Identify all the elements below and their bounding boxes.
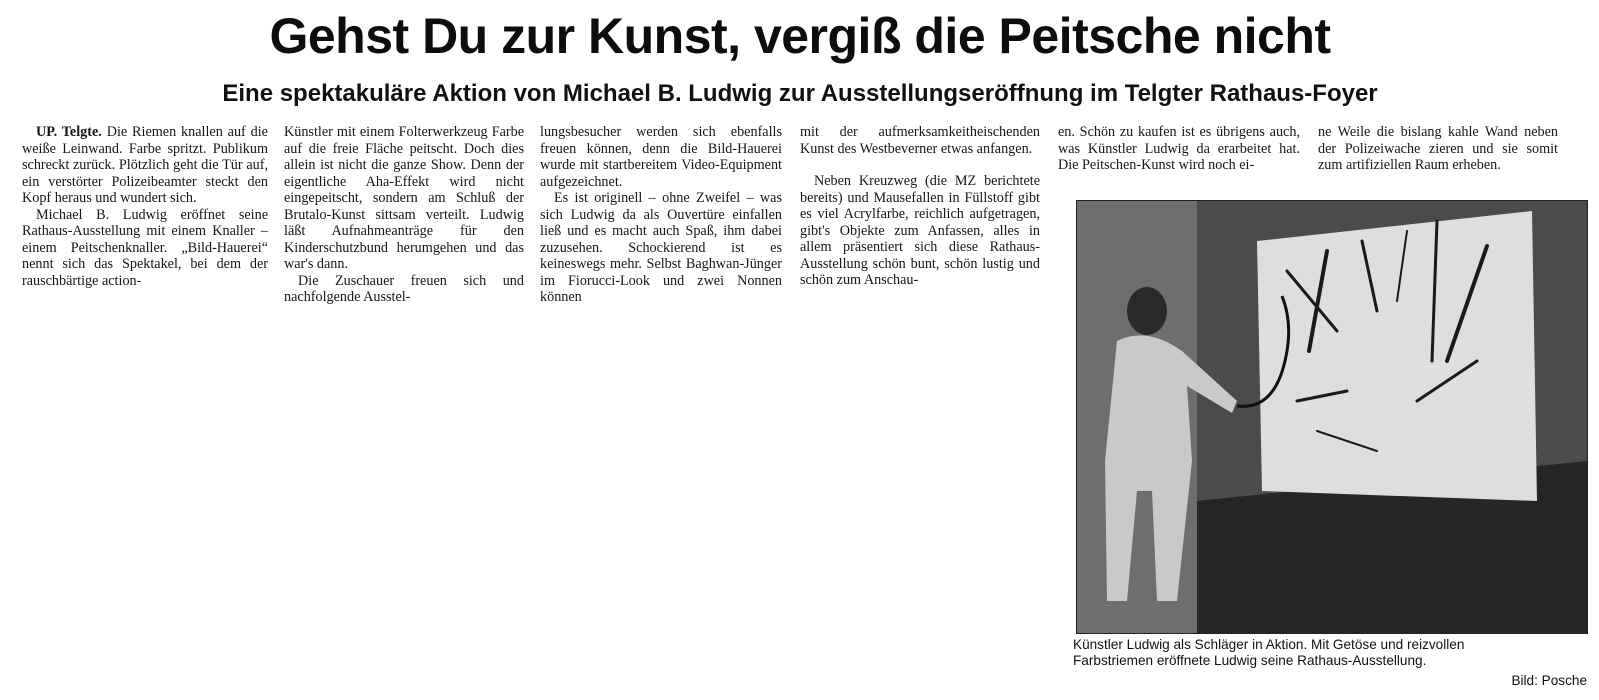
article-column-2: [284, 124, 524, 306]
article-column-6: [1318, 124, 1558, 174]
paragraph: lungsbesucher werden sich ebenfalls freuen können, denn die Bild-Hauerei wurde mit startbereitem Video-Equipment aufgezeichnet.: [540, 124, 782, 190]
paragraph: Künstler mit einem Folterwerkzeug Farbe auf die freie Fläche peitscht. Doch dies allein ist nicht die ganze Show. Denn der eigentliche Aha-Effekt wird nicht eingepeitscht, sondern am Schluß der Brutalo-Kunst sittsam verteilt. Ludwig läßt Aufnahmeanträge für den Kinderschutzbund herumgehen und das war's dann.: [284, 124, 524, 272]
paragraph: Neben Kreuzweg (die MZ berichtete bereits) und Mausefallen in Füllstoff gibt es viel Acrylfarbe, reichlich aufgetragen, gibt's Objekte zum Anfassen, alles in allem präsentiert sich diese Rathaus-Ausstellung schön bunt, schön lustig und schön zum Anschau-: [800, 173, 1040, 288]
paragraph: [22, 124, 268, 207]
caption-line: Künstler Ludwig als Schläger in Aktion. Mit Getöse und reizvollen: [1073, 637, 1465, 652]
article-column-3: [540, 124, 782, 306]
dateline: UP. Telgte.: [36, 124, 102, 140]
article-photo: [1076, 200, 1588, 634]
article-column-5: [1058, 124, 1300, 174]
paragraph: en. Schön zu kaufen ist es übrigens auch, was Künstler Ludwig da erarbeitet hat. Die Peitschen-Kunst wird noch ei-: [1058, 124, 1300, 173]
artist-whipping-canvas-photo: [1077, 201, 1587, 633]
article-column-1: [22, 124, 268, 289]
paragraph: Die Zuschauer freuen sich und nachfolgende Ausstel-: [284, 272, 524, 305]
paragraph-text: Die Riemen knallen auf die weiße Leinwand. Farbe spritzt. Publikum schreckt zurück. Plötzlich geht die Tür auf, ein verstörter Polizeibeamter steckt den Kopf heraus und wundert sich.: [22, 124, 268, 206]
paragraph: Michael B. Ludwig eröffnet seine Rathaus-Ausstellung mit einem Knaller – einem Peitschenknaller. „Bild-Hauerei“ nennt sich das Spektakel, bei dem der rauschbärtige action-: [22, 206, 268, 289]
photo-credit: Bild: Posche: [1511, 673, 1587, 688]
paragraph: Es ist originell – ohne Zweifel – was sich Ludwig da als Ouvertüre einfallen ließ und es macht auch Spaß, ihm dabei zuzusehen. Schockierend ist es keineswegs mehr. Selbst Baghwan-Jünger im Fiorucci-Look und zwei Nonnen können: [540, 190, 782, 305]
caption-line: Farbstriemen eröffnete Ludwig seine Rathaus-Ausstellung.: [1073, 653, 1427, 668]
headline: Gehst Du zur Kunst, vergiß die Peitsche nicht: [269, 8, 1331, 64]
subheadline: Eine spektakuläre Aktion von Michael B. Ludwig zur Ausstellungseröffnung im Telgter Rathaus-Foyer: [222, 80, 1378, 107]
paragraph: mit der aufmerksamkeitheischenden Kunst des Westbeverner etwas anfangen.: [800, 124, 1040, 157]
paragraph: ne Weile die bislang kahle Wand neben der Polizeiwache zieren und sie somit zum artifiziellen Raum erheben.: [1318, 124, 1558, 173]
photo-caption: [1073, 637, 1587, 669]
article-column-4: [800, 124, 1040, 289]
